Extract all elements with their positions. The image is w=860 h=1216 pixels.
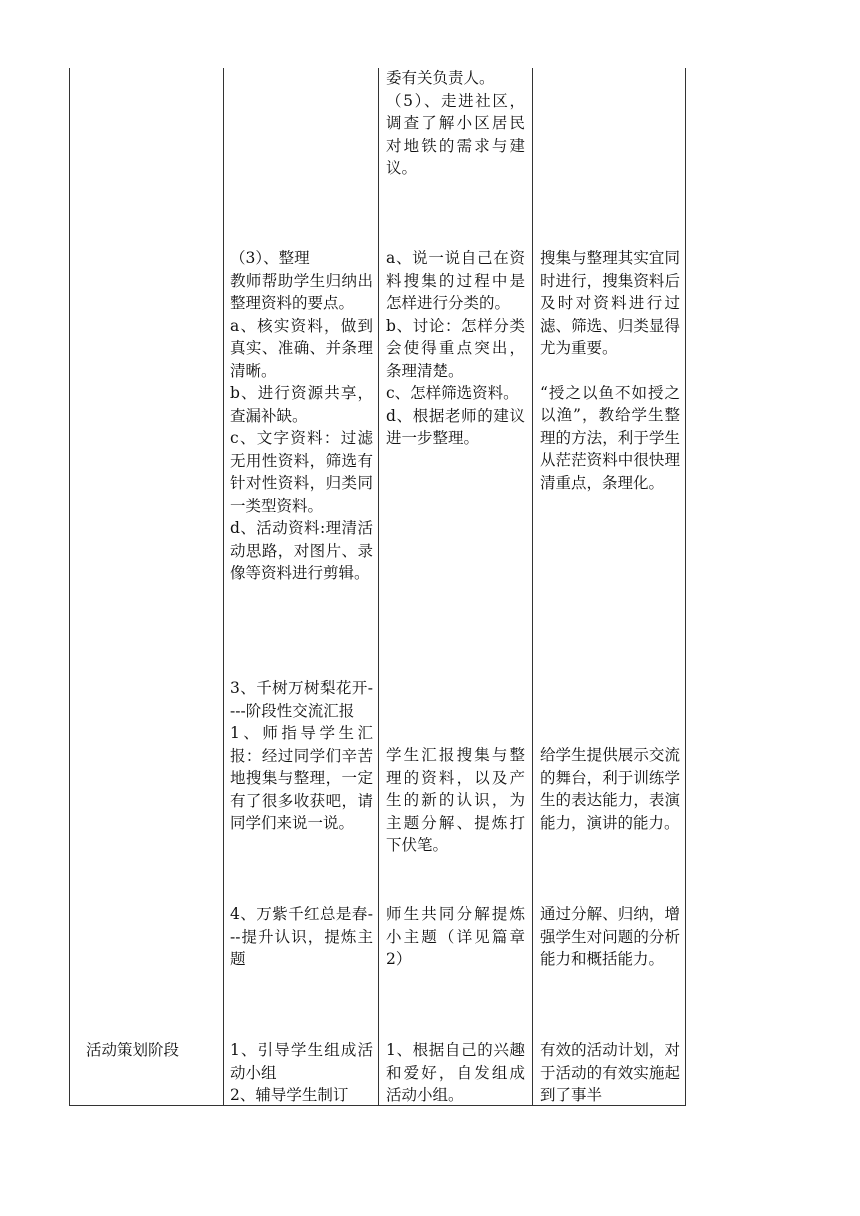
cell-r0-activity	[386, 67, 525, 180]
cell-r1-student	[386, 247, 525, 450]
paragraph-gap	[540, 360, 680, 382]
paragraph: 师生共同分解提炼小主题（详见篇章2）	[386, 905, 525, 968]
cell-r3-teacher	[230, 903, 373, 971]
paragraph: 有效的活动计划，对于活动的有效实施起到了事半	[540, 1041, 680, 1104]
table-divider-2	[378, 68, 379, 1106]
cell-r2-student	[386, 744, 525, 857]
cell-r1-teacher	[230, 247, 373, 585]
table-divider-3	[532, 68, 533, 1106]
paragraph: b、进行资源共享，查漏补缺。	[230, 384, 373, 425]
paragraph: 2、辅导学生制订	[230, 1086, 349, 1104]
cell-r3-student	[386, 903, 525, 971]
paragraph: a、说一说自己在资料搜集的过程中是怎样进行分类的。	[386, 249, 525, 312]
paragraph: 委有关负责人。	[386, 69, 495, 87]
stage-label: 活动策划阶段	[86, 1041, 180, 1059]
cell-r2-teacher	[230, 677, 373, 835]
paragraph: 通过分解、归纳，增强学生对问题的分析能力和概括能力。	[540, 905, 680, 968]
paragraph: 1、根据自己的兴趣和爱好，自发组成活动小组。	[386, 1041, 525, 1104]
paragraph: 给学生提供展示交流的舞台，利于训练学生的表达能力，表演能力，演讲的能力。	[540, 746, 680, 832]
cell-r2-intent	[540, 744, 680, 834]
cell-r4-intent	[540, 1039, 680, 1107]
paragraph: 1、引导学生组成活动小组	[230, 1041, 373, 1082]
cell-r4-student	[386, 1039, 525, 1107]
table-border-right	[685, 68, 686, 1106]
cell-r4-teacher	[230, 1039, 373, 1107]
paragraph: d、根据老师的建议进一步整理。	[386, 406, 525, 447]
paragraph: “授之以鱼不如授之以渔”，教给学生整理的方法，利于学生从茫茫资料中很快理清重点，条理化。	[540, 383, 680, 492]
paragraph: 教师帮助学生归纳出整理资料的要点。	[230, 271, 373, 312]
paragraph: （5）、走进社区，调查了解小区居民对地铁的需求与建议。	[386, 91, 525, 177]
paragraph: 学生汇报搜集与整理的资料，以及产生的新的认识，为主题分解、提炼打下伏笔。	[386, 746, 525, 854]
paragraph: b、讨论：怎样分类会使得重点突出，条理清楚。	[386, 316, 525, 380]
cell-r3-intent	[540, 903, 680, 971]
table-divider-1	[223, 68, 224, 1106]
paragraph: a、核实资料，做到真实、准确、并条理清晰。	[230, 316, 373, 380]
paragraph: 1、师指导学生汇报：经过同学们辛苦地搜集与整理，一定有了很多收获吧，请同学们来说一说。	[230, 724, 373, 832]
paragraph: 4、万紫千红总是春---提升认识，提炼主题	[230, 905, 373, 968]
paragraph: 搜集与整理其实宜同时进行，搜集资料后及时对资料进行过滤、筛选、归类显得尤为重要。	[540, 249, 680, 357]
paragraph: （3）、整理	[230, 249, 310, 267]
table-border-left	[69, 68, 70, 1106]
cell-r4-stage	[86, 1039, 211, 1062]
paragraph: d、活动资料:理清活动思路，对图片、录像等资料进行剪辑。	[230, 519, 373, 582]
paragraph: c、怎样筛选资料。	[386, 384, 519, 402]
paragraph: 3、千树万树梨花开----阶段性交流汇报	[230, 679, 373, 720]
paragraph: c、文字资料：过滤无用性资料，筛选有针对性资料，归类同一类型资料。	[230, 429, 373, 515]
cell-r1-intent	[540, 247, 680, 494]
